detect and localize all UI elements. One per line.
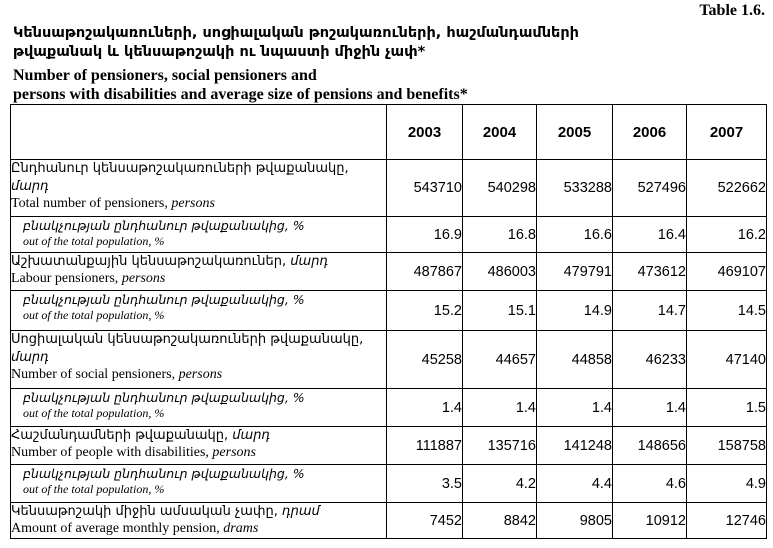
table-title-english-line2: persons with disabilities and average size of pensions and benefits* [13, 86, 468, 103]
table-number: Table 1.6. [699, 2, 765, 19]
row-label [11, 465, 387, 503]
row-label-english: Total number of pensioners, persons [11, 196, 215, 211]
table-cell: 8842 [463, 503, 537, 539]
row-label [11, 331, 387, 389]
year-header: 2003 [387, 105, 463, 160]
row-label [11, 253, 387, 291]
table-row [11, 217, 767, 253]
table-cell: 15.2 [387, 291, 463, 331]
table-cell: 527496 [613, 160, 687, 217]
table-cell: 487867 [387, 253, 463, 291]
row-label [11, 427, 387, 465]
table-cell: 4.4 [537, 465, 613, 503]
table-cell: 15.1 [463, 291, 537, 331]
row-label [11, 503, 387, 539]
table-cell: 141248 [537, 427, 613, 465]
row-label-english: Number of people with disabilities, persons [11, 445, 256, 460]
table-cell: 543710 [387, 160, 463, 217]
table-cell: 1.4 [613, 389, 687, 427]
table-cell: 1.4 [463, 389, 537, 427]
table-cell: 9805 [537, 503, 613, 539]
row-label-armenian: Ընդհանուր կենսաթոշակառուների թվաքանակը, մարդ [11, 161, 349, 194]
table-cell: 16.4 [613, 217, 687, 253]
row-label-english: out of the total population, % [23, 234, 165, 248]
header-label-cell [11, 105, 387, 160]
table-cell: 473612 [613, 253, 687, 291]
table-cell: 111887 [387, 427, 463, 465]
table-cell: 46233 [613, 331, 687, 389]
table-row [11, 160, 767, 217]
row-label-armenian: Աշխատանքային կենսաթոշակառուներ, մարդ [11, 254, 329, 269]
row-label [11, 217, 387, 253]
table-cell: 533288 [537, 160, 613, 217]
table-row [11, 389, 767, 427]
table-cell: 44858 [537, 331, 613, 389]
statistics-table [10, 104, 767, 539]
table-cell: 7452 [387, 503, 463, 539]
table-cell: 3.5 [387, 465, 463, 503]
table-cell: 4.6 [613, 465, 687, 503]
row-label-english: out of the total population, % [23, 406, 165, 420]
table-cell: 44657 [463, 331, 537, 389]
table-cell: 469107 [687, 253, 767, 291]
table-cell: 16.6 [537, 217, 613, 253]
row-label-english: Labour pensioners, persons [11, 271, 166, 286]
row-label-armenian: բնակչության ընդհանուր թվաքանակից, % [23, 218, 305, 233]
table-cell: 4.9 [687, 465, 767, 503]
row-label-english: Amount of average monthly pension, drams [11, 521, 259, 536]
row-label-armenian: Կենսաթոշակի միջին ամսական չափը, դրամ [11, 504, 320, 519]
table-row [11, 465, 767, 503]
year-header: 2007 [687, 105, 767, 160]
table-title-armenian: Կենսաթոշակառուների, սոցիալական թոշակառուների, հաշմանդամների թվաքանակ և կենսաթոշակի ու նպաստի միջին չափ* [13, 25, 579, 60]
table-cell: 16.9 [387, 217, 463, 253]
row-label-armenian: Հաշմանդամների թվաքանակը, մարդ [11, 428, 271, 443]
table-cell: 148656 [613, 427, 687, 465]
row-label [11, 160, 387, 217]
table-cell: 12746 [687, 503, 767, 539]
row-label-english: Number of social pensioners, persons [11, 367, 223, 382]
row-label-english: out of the total population, % [23, 308, 165, 322]
row-label-armenian: բնակչության ընդհանուր թվաքանակից, % [23, 292, 305, 307]
table-cell: 1.5 [687, 389, 767, 427]
table-cell: 135716 [463, 427, 537, 465]
table-cell: 4.2 [463, 465, 537, 503]
year-header: 2004 [463, 105, 537, 160]
table-cell: 10912 [613, 503, 687, 539]
table-cell: 1.4 [387, 389, 463, 427]
table-row [11, 503, 767, 539]
table-row [11, 427, 767, 465]
row-label-armenian: Սոցիալական կենսաթոշակառուների թվաքանակը, մարդ [11, 332, 364, 365]
table-row [11, 331, 767, 389]
table-cell: 47140 [687, 331, 767, 389]
row-label [11, 389, 387, 427]
table-row [11, 291, 767, 331]
table-cell: 158758 [687, 427, 767, 465]
table-cell: 14.9 [537, 291, 613, 331]
table-row [11, 253, 767, 291]
table-cell: 14.5 [687, 291, 767, 331]
row-label [11, 291, 387, 331]
table-title-english [13, 66, 653, 104]
table-cell: 45258 [387, 331, 463, 389]
year-header: 2006 [613, 105, 687, 160]
table-cell: 522662 [687, 160, 767, 217]
row-label-english: out of the total population, % [23, 482, 165, 496]
row-label-armenian: բնակչության ընդհանուր թվաքանակից, % [23, 466, 305, 481]
table-cell: 540298 [463, 160, 537, 217]
year-header: 2005 [537, 105, 613, 160]
table-cell: 479791 [537, 253, 613, 291]
table-cell: 486003 [463, 253, 537, 291]
table-header-row [11, 105, 767, 160]
row-label-armenian: բնակչության ընդհանուր թվաքանակից, % [23, 390, 305, 405]
table-cell: 16.2 [687, 217, 767, 253]
table-cell: 16.8 [463, 217, 537, 253]
table-cell: 1.4 [537, 389, 613, 427]
table-cell: 14.7 [613, 291, 687, 331]
table-title-english-line1: Number of pensioners, social pensioners and [13, 67, 317, 84]
